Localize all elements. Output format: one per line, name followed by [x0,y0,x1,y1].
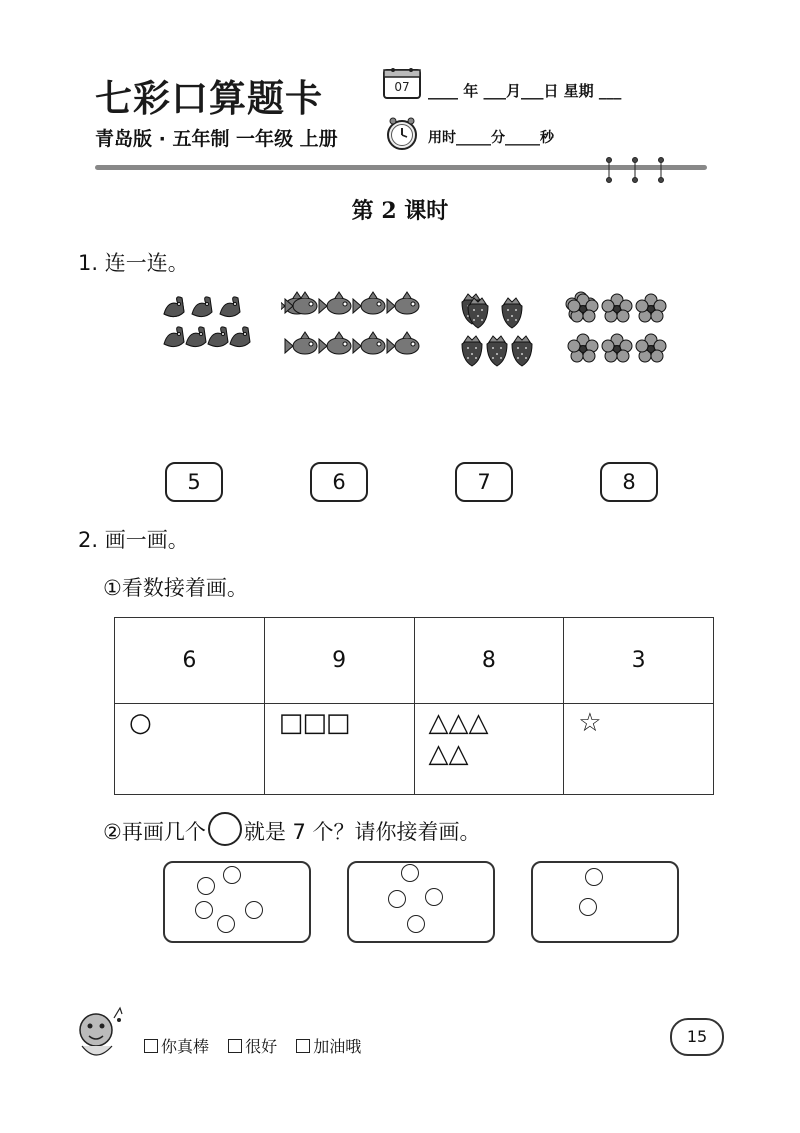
fish-icon [281,290,426,370]
strawberry-icon [458,290,538,370]
number-box-6[interactable]: 6 [310,462,368,502]
checkbox-icon[interactable] [228,1039,242,1053]
circle-box-3[interactable] [531,861,679,943]
drawing-cell-circles[interactable]: ○ [115,704,265,795]
bird-group [160,290,260,374]
rating-option-keep-going[interactable]: 加油哦 [296,1037,361,1056]
part-b-title-before: ②再画几个 [103,820,206,844]
drawing-cell-squares[interactable]: □□□ [264,704,414,795]
number-box-8[interactable]: 8 [600,462,658,502]
table-header-cell: 3 [564,618,714,704]
bird-icon [160,290,260,370]
time-line: 用时_____分_____秒 [428,130,554,146]
circle-box-1[interactable] [163,861,311,943]
table-header-cell: 9 [264,618,414,704]
flower-group [565,290,670,374]
question-2-title: 2. 画一画。 [78,528,189,552]
drawing-table [114,617,714,795]
part-a-title: ①看数接着画。 [103,576,248,600]
calendar-icon [382,66,422,100]
circle-icon [208,812,242,846]
part-b-title-after: 就是 7 个？请你接着画。 [243,820,481,844]
date-line: ____ 年 ___月___日 星期 ___ [428,82,622,100]
calendar-day: 07 [394,80,410,94]
fish-group [281,290,426,374]
table-header-cell: 8 [414,618,564,704]
page-number: 15 [670,1018,724,1056]
rating-options [144,1034,375,1057]
header-divider [95,155,707,185]
number-box-7[interactable]: 7 [455,462,513,502]
question-1-title: 1. 连一连。 [78,251,189,275]
drawing-cell-triangles[interactable]: △△△ △△ [414,704,564,795]
brand-title: 七彩口算题卡 [95,76,323,120]
circle-box-2[interactable] [347,861,495,943]
number-box-5[interactable]: 5 [165,462,223,502]
lesson-title: 第 2 课时 [351,198,449,224]
edition-label: 青岛版 · 五年制 一年级 上册 [95,128,338,150]
rating-option-great[interactable]: 你真棒 [144,1037,209,1056]
mascot-icon [72,1004,130,1066]
part-b-title [103,812,481,846]
checkbox-icon[interactable] [296,1039,310,1053]
table-header-cell: 6 [115,618,265,704]
flower-icon [565,290,670,370]
rating-option-good[interactable]: 很好 [228,1037,277,1056]
drawing-cell-stars[interactable]: ☆ [564,704,714,795]
clock-icon [385,117,419,151]
strawberry-group [458,290,538,374]
checkbox-icon[interactable] [144,1039,158,1053]
